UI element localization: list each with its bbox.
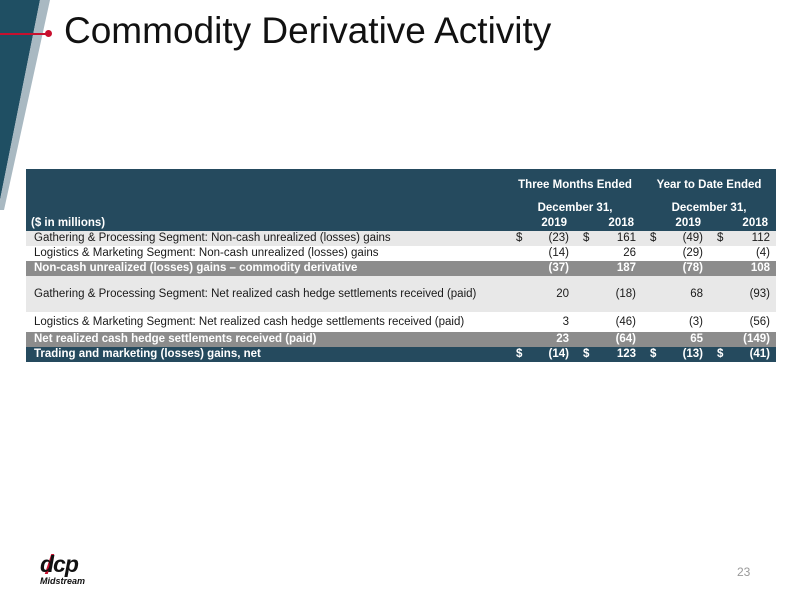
value-text: 112 bbox=[751, 232, 771, 244]
value-text: (23) bbox=[548, 232, 569, 244]
currency-symbol: $ bbox=[717, 348, 724, 360]
value-cell bbox=[508, 347, 575, 362]
value-cell bbox=[642, 231, 709, 246]
value-cell bbox=[575, 261, 642, 276]
header-group-three-months: Three Months Ended bbox=[508, 169, 642, 201]
header-unit-label: ($ in millions) bbox=[26, 216, 508, 231]
header-group-year-to-date: Year to Date Ended bbox=[642, 169, 776, 201]
currency-symbol: $ bbox=[583, 232, 590, 244]
value-text: (13) bbox=[682, 348, 704, 360]
row-label: Gathering & Processing Segment: Net realized cash hedge settlements received (paid) bbox=[26, 276, 508, 312]
value-cell bbox=[508, 261, 575, 276]
currency-symbol: $ bbox=[717, 232, 724, 244]
header-year: 2018 bbox=[575, 216, 642, 231]
value-cell bbox=[709, 231, 776, 246]
table-row bbox=[26, 312, 776, 332]
value-cell bbox=[575, 312, 642, 332]
row-label: Logistics & Marketing Segment: Net realized cash hedge settlements received (paid) bbox=[26, 312, 508, 332]
page-number: 23 bbox=[737, 565, 751, 579]
logo-glyphs: dcp bbox=[40, 551, 78, 577]
title-accent-dot bbox=[45, 30, 52, 37]
row-label: Net realized cash hedge settlements received (paid) bbox=[26, 332, 508, 347]
table-row bbox=[26, 276, 776, 312]
value-text: 23 bbox=[556, 333, 569, 345]
value-text: (4) bbox=[755, 247, 771, 259]
value-text: (14) bbox=[548, 348, 569, 360]
value-text: 3 bbox=[562, 315, 569, 328]
table-row bbox=[26, 231, 776, 246]
header-period-year-to-date: December 31, bbox=[642, 201, 776, 216]
value-text: (41) bbox=[749, 348, 771, 360]
value-cell bbox=[575, 332, 642, 347]
row-label: Gathering & Processing Segment: Non-cash unrealized (losses) gains bbox=[26, 231, 508, 246]
table-row bbox=[26, 261, 776, 276]
currency-symbol: $ bbox=[516, 232, 523, 244]
currency-symbol: $ bbox=[650, 348, 657, 360]
value-cell bbox=[709, 347, 776, 362]
value-text: 26 bbox=[623, 247, 637, 259]
value-text: 161 bbox=[616, 232, 637, 244]
value-text: 187 bbox=[616, 262, 637, 274]
row-label: Trading and marketing (losses) gains, net bbox=[26, 347, 508, 362]
value-text: (46) bbox=[615, 315, 637, 328]
value-cell bbox=[709, 246, 776, 261]
value-text: 123 bbox=[616, 348, 637, 360]
value-cell bbox=[642, 332, 709, 347]
derivative-activity-table bbox=[26, 169, 776, 362]
value-text: 20 bbox=[556, 287, 569, 300]
value-text: (56) bbox=[749, 315, 771, 328]
title-accent-line bbox=[0, 33, 48, 35]
currency-symbol: $ bbox=[516, 348, 523, 360]
value-text: (37) bbox=[548, 262, 569, 274]
value-text: 68 bbox=[690, 287, 704, 300]
value-cell bbox=[508, 276, 575, 312]
table-header-row-years bbox=[26, 216, 776, 231]
row-label: Non-cash unrealized (losses) gains – commodity derivative bbox=[26, 261, 508, 276]
value-cell bbox=[709, 312, 776, 332]
value-cell bbox=[642, 312, 709, 332]
value-cell bbox=[709, 332, 776, 347]
value-text: (93) bbox=[749, 287, 771, 300]
value-text: 65 bbox=[690, 333, 704, 345]
table-row bbox=[26, 347, 776, 362]
value-cell bbox=[575, 246, 642, 261]
header-year: 2019 bbox=[508, 216, 575, 231]
header-period-three-months: December 31, bbox=[508, 201, 642, 216]
table-row bbox=[26, 332, 776, 347]
page-title: Commodity Derivative Activity bbox=[64, 10, 552, 51]
table-body bbox=[26, 231, 776, 362]
value-cell bbox=[642, 261, 709, 276]
table-row bbox=[26, 246, 776, 261]
header-year: 2018 bbox=[709, 216, 776, 231]
value-cell bbox=[508, 246, 575, 261]
value-cell bbox=[642, 246, 709, 261]
dcp-midstream-logo bbox=[40, 553, 95, 589]
value-cell bbox=[642, 347, 709, 362]
value-cell bbox=[575, 347, 642, 362]
value-text: (78) bbox=[682, 262, 704, 274]
value-text: (29) bbox=[682, 247, 704, 259]
currency-symbol: $ bbox=[583, 348, 590, 360]
value-cell bbox=[575, 276, 642, 312]
table-header-row-groups bbox=[26, 169, 776, 201]
value-cell bbox=[508, 332, 575, 347]
value-cell bbox=[508, 312, 575, 332]
value-text: 108 bbox=[750, 262, 771, 274]
value-text: (49) bbox=[682, 232, 704, 244]
value-text: (149) bbox=[743, 333, 771, 345]
value-cell bbox=[709, 276, 776, 312]
value-text: (3) bbox=[688, 315, 704, 328]
value-cell bbox=[642, 276, 709, 312]
logo-wordmark: Midstream bbox=[40, 576, 86, 586]
value-cell bbox=[508, 231, 575, 246]
value-text: (18) bbox=[615, 287, 637, 300]
table-header-row-period bbox=[26, 201, 776, 216]
currency-symbol: $ bbox=[650, 232, 657, 244]
header-year: 2019 bbox=[642, 216, 709, 231]
value-cell bbox=[709, 261, 776, 276]
row-label: Logistics & Marketing Segment: Non-cash unrealized (losses) gains bbox=[26, 246, 508, 261]
value-text: (14) bbox=[548, 247, 569, 259]
value-cell bbox=[575, 231, 642, 246]
value-text: (64) bbox=[615, 333, 637, 345]
